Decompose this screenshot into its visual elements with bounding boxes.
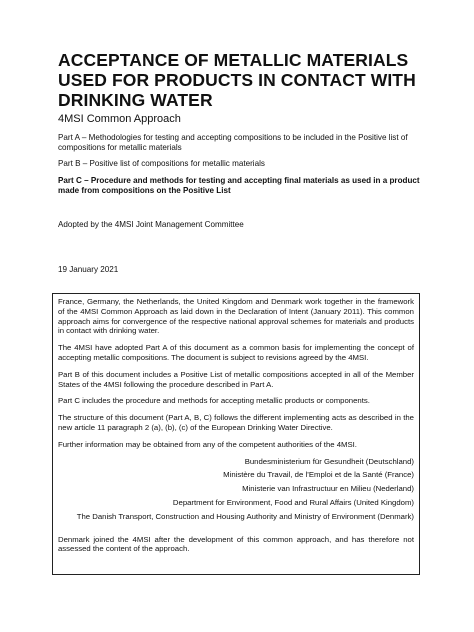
part-b-description: Part B – Positive list of compositions for metallic materials	[58, 159, 265, 168]
info-paragraph: Part B of this document includes a Positive List of metallic compositions accepted in all of the Member States of the 4MSI following the procedure described in Part A.	[58, 369, 414, 389]
authority-item: Ministère du Travail, de l’Emploi et de la Santé (France)	[223, 470, 414, 480]
info-paragraph: Part C includes the procedure and methods for accepting metallic products or components.	[58, 396, 370, 406]
information-box	[52, 293, 420, 575]
document-title: ACCEPTANCE OF METALLIC MATERIALS USED FOR PRODUCTS IN CONTACT WITH DRINKING WATER	[58, 50, 416, 110]
document-date: 19 January 2021	[58, 265, 119, 274]
info-paragraph: France, Germany, the Netherlands, the United Kingdom and Denmark work together in the framework of the 4MSI Common Approach as laid down in the Declaration of Intent (January 2011). This common approach aims for convergence of the respective national approval schemes for materials and products in contact with drinking water.	[58, 297, 414, 336]
info-paragraph: Further information may be obtained from any of the competent authorities of the 4MSI.	[58, 439, 357, 449]
adoption-statement: Adopted by the 4MSI Joint Management Committee	[58, 220, 244, 229]
authority-list	[58, 457, 414, 522]
authority-item: Department for Environment, Food and Rural Affairs (United Kingdom)	[172, 497, 414, 507]
part-a-description: Part A – Methodologies for testing and accepting compositions to be included in the Positive list of compositions for metallic materials	[58, 133, 408, 152]
final-note: Denmark joined the 4MSI after the development of this common approach, and has therefore not assessed the content of the approach.	[58, 534, 414, 554]
authority-item: Bundesministerium für Gesundheit (Deutschland)	[244, 456, 414, 466]
info-paragraph: The 4MSI have adopted Part A of this document as a common basis for implementing the concept of accepting metallic compositions. The document is subject to revisions agreed by the 4MSI.	[58, 343, 414, 362]
info-paragraph: The structure of this document (Part A, B, C) follows the different implementing acts as described in the new article 11 paragraph 2 (a), (b), (c) of the European Drinking Water Directive.	[58, 413, 414, 432]
authority-item: Ministerie van Infrastructuur en Milieu (Nederland)	[242, 484, 414, 494]
document-subtitle: 4MSI Common Approach	[58, 113, 181, 125]
authority-item: The Danish Transport, Construction and Housing Authority and Ministry of Environment (Denmark)	[76, 511, 414, 521]
part-c-description: Part C – Procedure and methods for testing and accepting final materials as used in a product made from compositions on the Positive List	[58, 176, 420, 195]
